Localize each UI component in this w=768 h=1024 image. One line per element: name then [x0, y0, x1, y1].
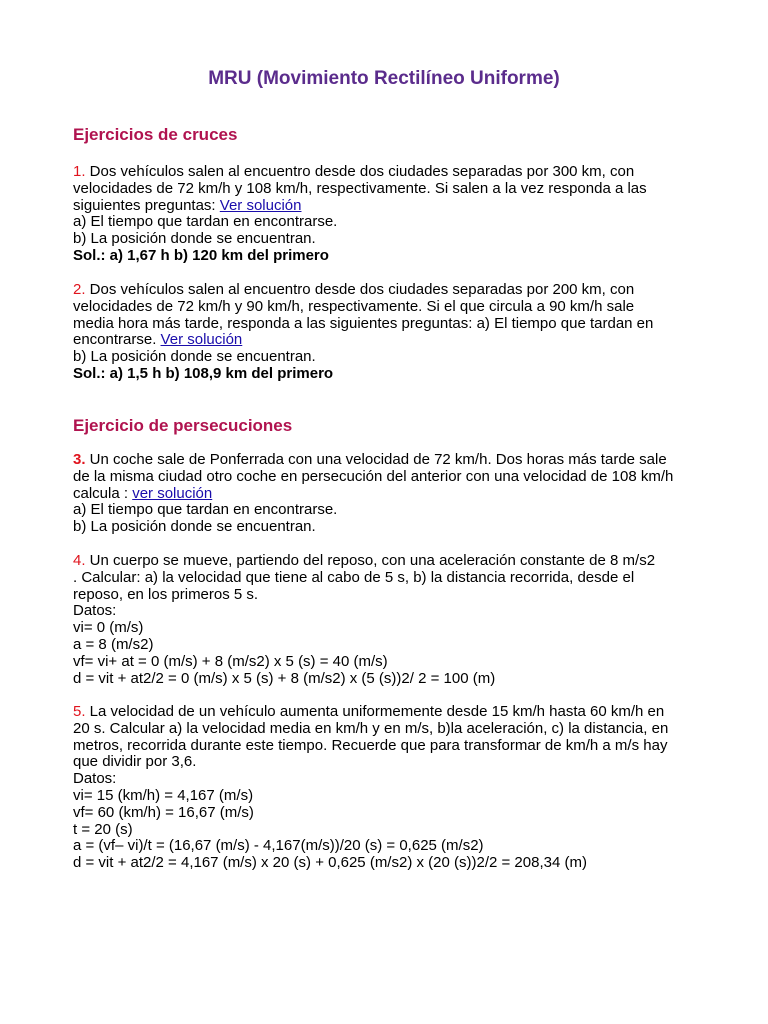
exercise-2-line-4 [73, 332, 713, 349]
exercise-text: reposo, en los primeros 5 s. [73, 585, 259, 603]
exercise-5-line-1 [73, 704, 713, 721]
ver-solucion-link[interactable]: Ver solución [160, 331, 243, 349]
ver-solucion-link[interactable]: Ver solución [219, 196, 302, 214]
exercise-1-line-1 [73, 164, 713, 181]
exercise-2-line-1 [73, 282, 713, 299]
ver-solucion-link[interactable]: ver solución [132, 484, 213, 502]
exercise-4 [73, 553, 713, 687]
exercise-text: velocidades de 72 km/h y 108 km/h, respectivamente. Si salen a la vez responda a las [73, 179, 647, 197]
exercise-number: 5. [73, 703, 86, 720]
formula-line: vf= 60 (km/h) = 16,67 (m/s) [73, 803, 254, 821]
exercise-3-line-3 [73, 486, 713, 503]
solution-text: Sol.: a) 1,5 h b) 108,9 km del primero [73, 364, 334, 382]
exercise-text: siguientes preguntas: [73, 196, 220, 214]
datos-label: Datos: [73, 602, 117, 620]
exercise-number: 1. [73, 163, 86, 180]
exercise-1 [73, 164, 713, 265]
exercise-text: Dos vehículos salen al encuentro desde dos ciudades separadas por 200 km, con [85, 281, 635, 298]
formula-line: a = 8 (m/s2) [73, 635, 154, 653]
exercise-text: velocidades de 72 km/h y 90 km/h, respectivamente. Si el que circula a 90 km/h sale [73, 297, 635, 315]
exercise-text: Un cuerpo se mueve, partiendo del reposo, con una aceleración constante de 8 m/s2 [85, 552, 656, 569]
question-b: b) La posición donde se encuentran. [73, 230, 316, 248]
exercise-3 [73, 452, 713, 536]
question-b: b) La posición donde se encuentran. [73, 348, 316, 366]
exercise-text: calcula : [73, 484, 133, 502]
exercise-text: que dividir por 3,6. [73, 753, 197, 771]
exercise-text: Dos vehículos salen al encuentro desde dos ciudades separadas por 300 km, con [85, 163, 635, 180]
exercise-5 [73, 704, 713, 872]
datos-label: Datos: [73, 770, 117, 788]
formula-line: d = vit + at2/2 = 4,167 (m/s) x 20 (s) + 0,625 (m/s2) x (20 (s))2/2 = 208,34 (m) [73, 854, 587, 872]
exercise-text: de la misma ciudad otro coche en persecución del anterior con una velocidad de 108 km/h [73, 467, 674, 485]
formula-line: d = vit + at2/2 = 0 (m/s) x 5 (s) + 8 (m/s2) x (5 (s))2/ 2 = 100 (m) [73, 669, 496, 687]
exercise-number: 4. [73, 552, 86, 569]
exercise-4-line-1 [73, 553, 713, 570]
formula-line: vi= 0 (m/s) [73, 619, 144, 637]
question-b: b) La posición donde se encuentran. [73, 518, 316, 536]
exercise-text: 20 s. Calcular a) la velocidad media en km/h y en m/s, b)la aceleración, c) la distancia, en [73, 719, 669, 737]
exercise-text: La velocidad de un vehículo aumenta uniformemente desde 15 km/h hasta 60 km/h en [85, 703, 665, 720]
exercise-text: metros, recorrida durante este tiempo. Recuerde que para transformar de km/h a m/s hay [73, 736, 668, 754]
solution-text: Sol.: a) 1,67 h b) 120 km del primero [73, 246, 329, 264]
exercise-3-line-1 [73, 452, 713, 469]
exercise-text: media hora más tarde, responda a las siguientes preguntas: a) El tiempo que tardan en [73, 314, 654, 332]
exercise-2 [73, 282, 713, 383]
section-title-persecuciones: Ejercicio de persecuciones [73, 416, 293, 435]
exercise-text: encontrarse. [73, 331, 161, 349]
exercise-number: 3. [73, 451, 86, 468]
question-a: a) El tiempo que tardan en encontrarse. [73, 501, 338, 519]
page-title: MRU (Movimiento Rectilíneo Uniforme) [208, 68, 560, 89]
question-a: a) El tiempo que tardan en encontrarse. [73, 213, 338, 231]
formula-line: t = 20 (s) [73, 820, 133, 838]
exercise-text: Un coche sale de Ponferrada con una velocidad de 72 km/h. Dos horas más tarde sale [85, 451, 667, 468]
formula-line: a = (vf– vi)/t = (16,67 (m/s) - 4,167(m/s))/20 (s) = 0,625 (m/s2) [73, 837, 484, 855]
formula-line: vf= vi+ at = 0 (m/s) + 8 (m/s2) x 5 (s) = 40 (m/s) [73, 652, 388, 670]
exercise-1-line-3 [73, 198, 713, 215]
formula-line: vi= 15 (km/h) = 4,167 (m/s) [73, 786, 254, 804]
section-title-cruces: Ejercicios de cruces [73, 125, 238, 144]
exercise-number: 2. [73, 281, 86, 298]
exercise-text: . Calcular: a) la velocidad que tiene al cabo de 5 s, b) la distancia recorrida, desde el [73, 568, 635, 586]
